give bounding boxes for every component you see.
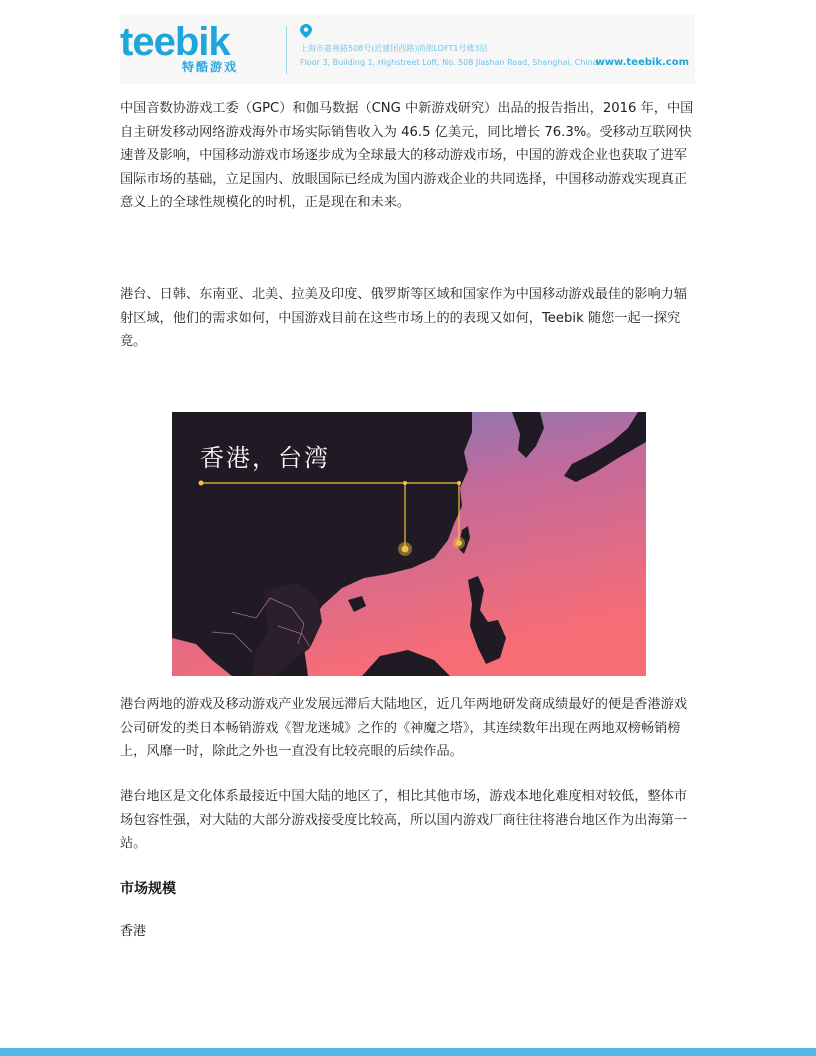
logo-chinese-name: 特酷游戏 bbox=[182, 60, 239, 74]
paragraph-culture: 港台地区是文化体系最接近中国大陆的地区了，相比其他市场，游戏本地化难度相对较低，整体市场包容性强，对大陆的大部分游戏接受度比较高，所以国内游戏厂商往往将港台地区作为出海第一站。 bbox=[120, 789, 688, 851]
website-link[interactable]: www.teebik.com bbox=[595, 57, 689, 68]
location-pin-icon bbox=[300, 24, 312, 38]
header-divider bbox=[286, 26, 287, 74]
page-header bbox=[120, 14, 695, 84]
address-chinese: 上海市嘉善路508号(近建国西路)尚街LOFT1号楼3层 bbox=[300, 44, 488, 53]
hong-kong-marker bbox=[402, 546, 409, 553]
paragraph-regions: 港台、日韩、东南亚、北美、拉美及印度、俄罗斯等区域和国家作为中国移动游戏最佳的影响力辐射区域，他们的需求如何，中国游戏目前在这些市场上的的表现又如何，Teebik 随您一起一探究竟。 bbox=[120, 287, 688, 349]
address-english: Floor 3, Building 1, Highstreet Loft, No. 508 Jiashan Road, Shanghai, China bbox=[300, 58, 598, 67]
map-region-label: 香港，台湾 bbox=[200, 444, 330, 472]
section-title: 市场规模 bbox=[120, 881, 176, 897]
label-anchor-dot bbox=[199, 481, 204, 486]
paragraph-industry: 港台两地的游戏及移动游戏产业发展远滞后大陆地区，近几年两地研发商成绩最好的便是香港游戏公司研发的类日本畅销游戏《智龙迷城》之作的《神魔之塔》，其连续数年出现在两地双榜畅销榜上，风靡一时，除此之外也一直没有比较亮眼的后续作品。 bbox=[120, 697, 688, 759]
junction-dot bbox=[403, 481, 407, 485]
paragraph-intro: 中国音数协游戏工委（GPC）和伽马数据（CNG 中新游戏研究）出品的报告指出，2016 年，中国自主研发移动网络游戏海外市场实际销售收入为 46.5 亿美元，同比增长 76.3%。受移动互联网快速普及影响，中国移动游戏市场逐步成为全球最大的移动游戏市场，中国的游戏企业也获取了进军国际市场的基础，立足国内、放眼国际已经成为国内游戏企业的共同选择，中国移动游戏实现真正意义上的全球性规模化的时机，正是现在和未来。 bbox=[120, 101, 694, 210]
teebik-logo: teebik bbox=[120, 20, 230, 64]
footer-bar bbox=[0, 1048, 816, 1056]
taiwan-marker bbox=[456, 540, 462, 546]
hk-taiwan-map-image bbox=[172, 412, 646, 676]
junction-dot bbox=[457, 481, 461, 485]
sub-title: 香港 bbox=[120, 924, 147, 939]
